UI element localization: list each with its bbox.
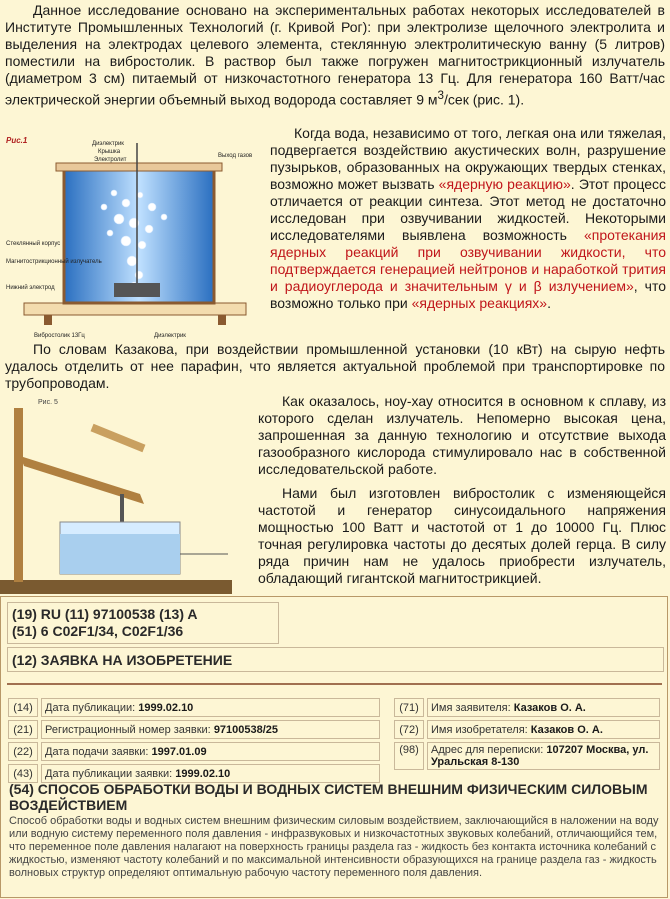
red-quote-1: «ядерную реакцию»: [438, 176, 571, 192]
patent-number: (19) RU (11) 97100538 (13) A: [12, 606, 198, 622]
figure-electrolysis-diagram: [4, 133, 266, 343]
rig-post-shape: [14, 408, 23, 582]
label-gas-outlet: Выход газов: [218, 153, 253, 159]
patent-right-table: [391, 695, 663, 773]
patent-class: (51) 6 C02F1/34, C02F1/36: [12, 623, 184, 639]
label-vibro: Вибростолик 13Гц: [34, 333, 85, 339]
acoustic-paragraph: Когда вода, независимо от того, легкая она или тяжелая, подвергается воздействию акустических волн, разрушение пузырьков, образованных на окружающих твердых стенках, возможно может вызвать «ядерную реакцию». Этот процесс отличается от реакции синтеза. Этот метод не достаточно исследован при озвучивании жидкостей. Некоторыми исследователями выявлена возможность «протекания ядерных реакций при озвучивании жидкости, что подтверждается генерацией нейтронов и наработкой трития и радиоуглерода и значительным γ и β излучением», что возможно только при «ядерных реакциях».: [270, 125, 666, 311]
patent-card: [0, 596, 668, 898]
superscript: 3: [437, 89, 445, 102]
kazakov-paragraph: По словам Казакова, при воздействии промышленной установки (10 кВт) на сырую нефть удалось отделить от нее парафин, что является актуальной проблемой при транспортировке по трубопроводам.: [5, 341, 665, 391]
vibrotable-paragraph: Нами был изготовлен вибростолик с изменяющейся частотой и генератор синусоидального напряжения мощностью 100 Ватт и частотой от 1 до 10000 Гц. Плюс точная регулировка частоты до десятых долей герца. В силу ряда причин нам не удалось приобрести излучатель, обладающий гигантской магнитострикцией.: [258, 485, 666, 586]
table-row: (71) Имя заявителя: Казаков О. А.: [394, 698, 660, 717]
label-electrolyte: Электролит: [94, 157, 127, 163]
label-lid: Крышка: [98, 149, 121, 155]
vibro-table-shape: [24, 303, 246, 315]
table-row: (43) Дата публикации заявки: 1999.02.10: [8, 764, 380, 783]
table-row: (72) Имя изобретателя: Казаков О. А.: [394, 720, 660, 739]
knowhow-paragraph: Как оказалось, ноу-хау относится в основном к сплаву, из которого сделан излучатель. Непомерно высокая цена, запрошенная за данную технологию и отсутствие выхода газообразного кислорода стимулировало нас в собственной исследовательской работе.: [258, 393, 666, 477]
red-quote-2: «протекания ядерных реакций при озвучивании жидкости, что подтверждается генерацией нейтронов и наработкой трития и радиоуглерода и значительным γ и β излучением»: [270, 227, 666, 294]
figure5-label: Рис. 5: [38, 399, 58, 406]
patent-abstract: Способ обработки воды и водных систем внешним физическим силовым воздействием, заключающийся в наложении на воду или водную систему переменного поля давления - инфразвуковых и низкочастотных звуковых колебаний, отличающийся тем, что переменное поле давления налагают на поверхность границы раздела газ - жидкость без контакта источника колебаний с жидкостью, изменяют частоту колебаний и по максимальной интенсивности образующихся на границе раздела газ - жидкость волновых структур определяют оптимальную рабочую частоту переменного поля давления.: [9, 815, 659, 879]
label-dielectric-top: Диэлектрик: [92, 141, 124, 147]
intro-paragraph: Данное исследование основано на экспериментальных работах некоторых исследователей в Институте Промышленных Технологий (г. Кривой Рог): при электролизе щелочного электролита и выделения на электродах целевого элемента, стеклянную электролитическую ванну (5 литров) поместили на вибростолик. В раствор был также погружен магнитострикционный излучатель (диаметром 3 см) питаемый от низкочастотного генератора 13 Гц. Для генератора 160 Ватт/час электрической энергии объемный выход водорода составляет 9 $м^3$/сек (рис. 1).: [5, 2, 665, 108]
patent-left-table: [5, 695, 383, 786]
table-row: (22) Дата подачи заявки: 1997.01.09: [8, 742, 380, 761]
invention-title: (54) СПОСОБ ОБРАБОТКИ ВОДЫ И ВОДНЫХ СИСТЕМ ВНЕШНИМ ФИЗИЧЕСКИМ СИЛОВЫМ ВОЗДЕЙСТВИЕМ: [9, 781, 648, 813]
label-emitter: Магнитострикционный излучатель: [6, 259, 102, 265]
table-row: (98) Адрес для переписки: 107207 Москва, ул. Уральская 8-130: [394, 742, 660, 770]
label-dielectric-bottom: Диэлектрик: [154, 333, 186, 339]
divider: [7, 683, 662, 685]
table-row: (21) Регистрационный номер заявки: 97100538/25: [8, 720, 380, 739]
label-glass-body: Стеклянный корпус: [6, 241, 61, 247]
emitter-shape: [114, 283, 160, 297]
figure-vibrating-rig: [0, 394, 232, 594]
red-quote-3: «ядерных реакциях»: [411, 295, 548, 311]
patent-title-box: [7, 647, 664, 672]
label-lower-electrode: Нижний электрод: [6, 285, 55, 291]
figure-label: Рис.1: [6, 136, 28, 145]
patent-title: (12) ЗАЯВКА НА ИЗОБРЕТЕНИЕ: [12, 652, 233, 668]
table-row: (14) Дата публикации: 1999.02.10: [8, 698, 380, 717]
patent-codes-box: [7, 602, 279, 644]
